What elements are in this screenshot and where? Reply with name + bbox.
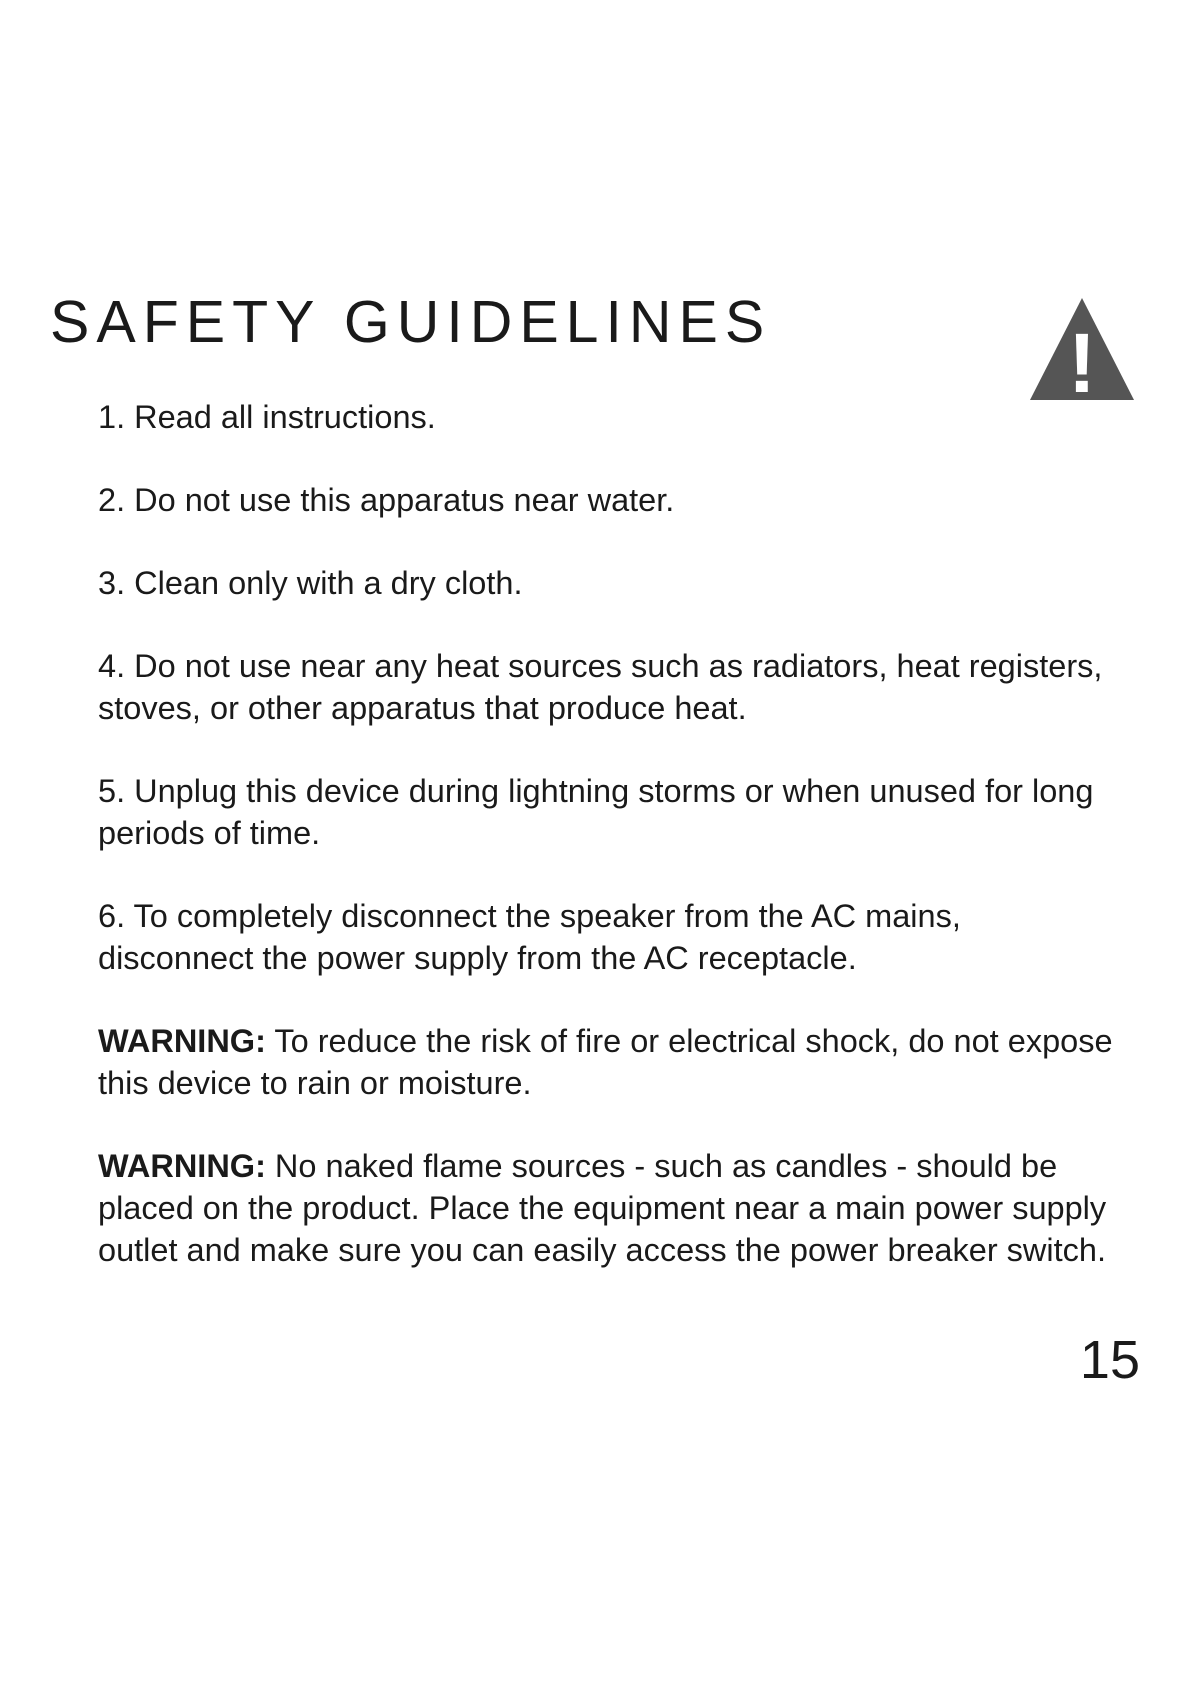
warning-text-1: To reduce the risk of fire or electrical shock, do not expose this device to rain or moisture.: [98, 1023, 1113, 1101]
warning-label-1: WARNING:: [98, 1023, 266, 1059]
warning-text-2: No naked flame sources - such as candles - should be placed on the product. Place the equipment near a main power supply outlet and make sure you can easily access the power breaker switch.: [98, 1148, 1107, 1268]
warning-label-2: WARNING:: [98, 1148, 266, 1184]
guideline-item-5: 5. Unplug this device during lightning storms or when unused for long periods of time.: [98, 773, 1094, 851]
page-number: 15: [1079, 1330, 1140, 1390]
warning-triangle-icon: [1028, 296, 1136, 406]
guideline-item-4: 4. Do not use near any heat sources such as radiators, heat registers, stoves, or other apparatus that produce heat.: [98, 648, 1103, 726]
guideline-item-6: 6. To completely disconnect the speaker from the AC mains, disconnect the power supply from the AC receptacle.: [98, 898, 961, 976]
guideline-item-1: 1. Read all instructions.: [98, 399, 436, 435]
safety-content: [98, 396, 1118, 1312]
warning-paragraph-1: [98, 1020, 1118, 1104]
page-title: SAFETY GUIDELINES: [50, 289, 772, 355]
guideline-item-3: 3. Clean only with a dry cloth.: [98, 565, 523, 601]
warning-glyph: !: [1068, 316, 1096, 406]
guideline-item-2: 2. Do not use this apparatus near water.: [98, 482, 675, 518]
warning-paragraph-2: [98, 1145, 1118, 1271]
